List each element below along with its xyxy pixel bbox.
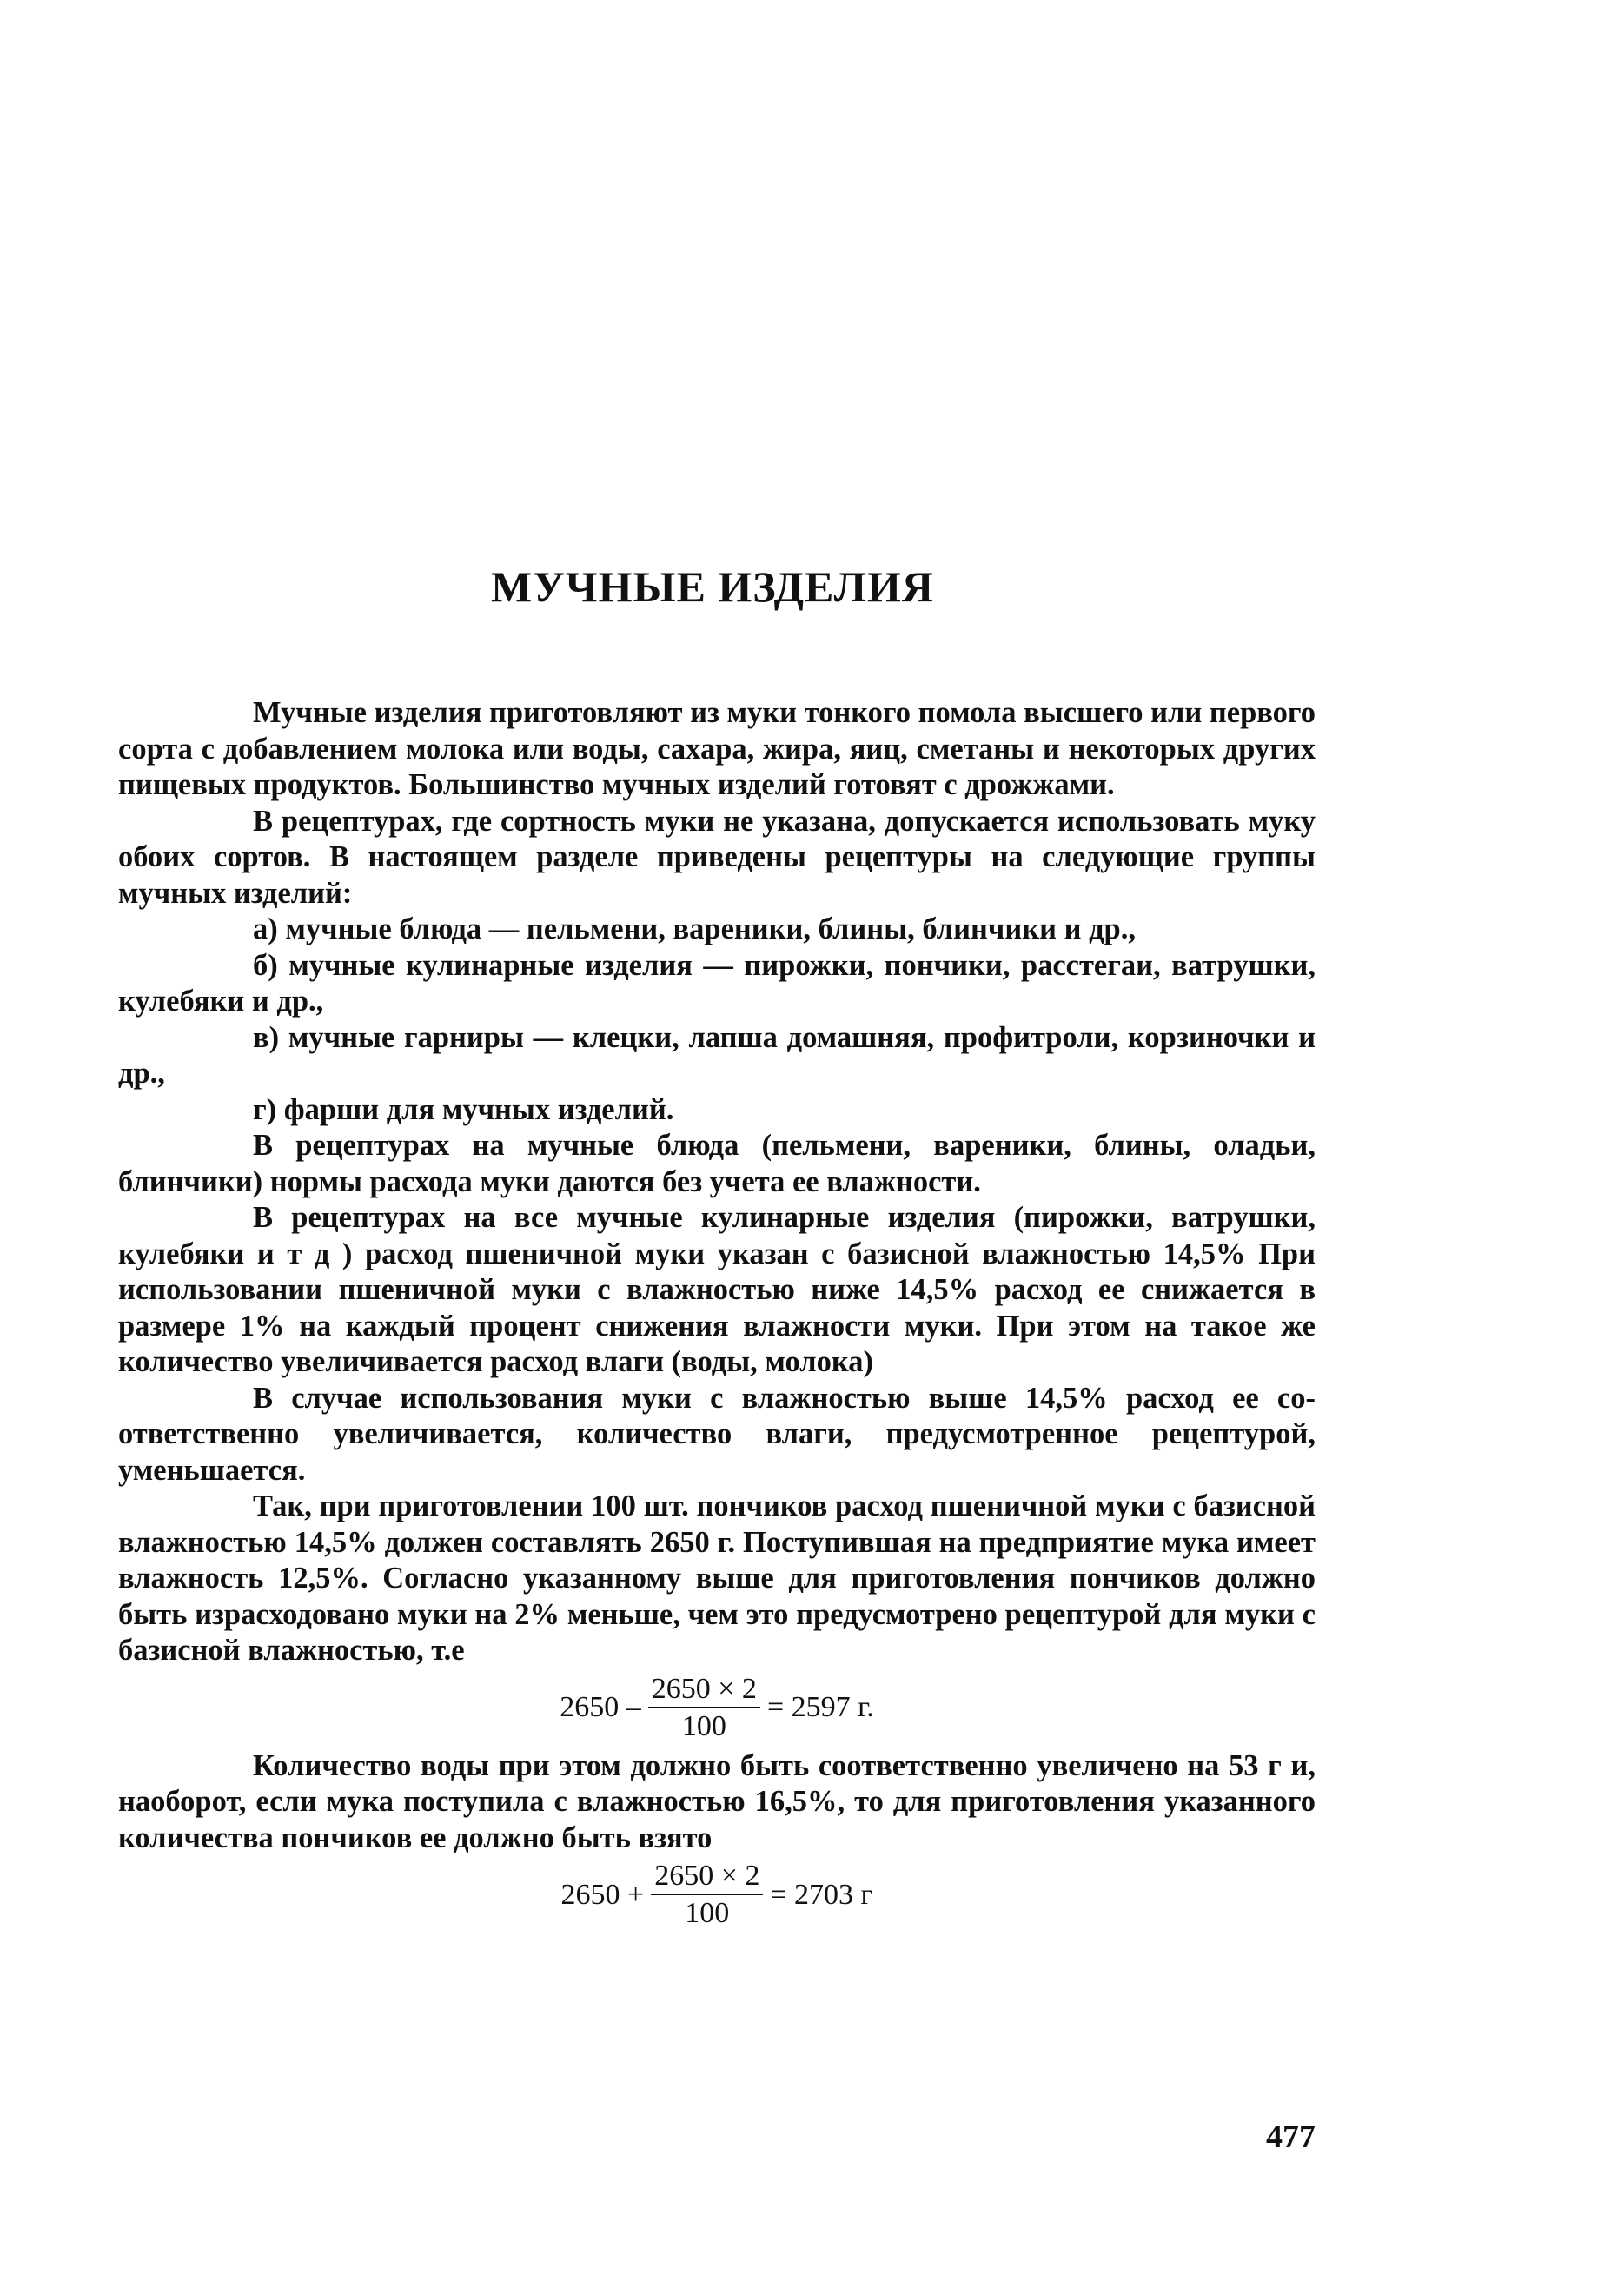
paragraph-water-amount: Количество воды при этом должно быть соответственно увеличено на 53 г и, наоборот, если мука поступила с влажностью 16,5%, то для приготовления указанного количества пончиков ее должно быть взято bbox=[118, 1748, 1316, 1854]
paragraph-humidity-high: В случае использования муки с влажностью выше 14,5% расход ее соответственно увеличивается, количество влаги, предусмотренное рецептурой, уменьшается. bbox=[118, 1381, 1316, 1487]
paragraph-example: Так, при приготовлении 100 шт. пончиков расход пшеничной муки с базисной влажностью 14,5% должен составлять 2650 г. Поступившая на предприятие мука имеет влажность 12,5%. Согласно указанному выше для приготовления пончиков должно быть израсходовано муки на 2% меньше, чем это предусмотрено рецептурой для муки с базисной влажностью, т.е bbox=[118, 1489, 1316, 1667]
formula-right: = 2703 г bbox=[770, 1878, 873, 1911]
formula-denominator: 100 bbox=[681, 1709, 726, 1742]
paragraph-humidity-low: В рецептурах на все мучные кулинарные изделия (пирожки, ватрушки, кулебяки и т д ) расход пшеничной муки указан с базисной влажностью 14,5% При использовании пшеничной муки с влажностью ниже 14,5% расход ее снижается в размере 1% на каждый процент снижения влажности муки. При этом на такое же количество увеличивается расход влаги (воды, молока) bbox=[118, 1201, 1316, 1378]
formula-fraction bbox=[648, 1672, 760, 1742]
formula-left: 2650 + bbox=[560, 1878, 645, 1911]
page-title: МУЧНЫЕ ИЗДЕЛИЯ bbox=[491, 562, 934, 611]
formula-numerator: 2650 × 2 bbox=[651, 1861, 763, 1895]
paragraph-flour-grades: В рецептурах, где сортность муки не указана, допускается использовать муку обоих сортов. В настоящем разделе приведены рецептуры на следующие группы мучных изделий: bbox=[118, 804, 1316, 910]
formula-fraction bbox=[651, 1861, 763, 1928]
formula-left: 2650 – bbox=[560, 1691, 641, 1723]
formula-right: = 2597 г. bbox=[766, 1691, 874, 1723]
formula-increased-flour bbox=[118, 1861, 1316, 1928]
paragraph-norms: В рецептурах на мучные блюда (пельмени, вареники, блины, оладьи, блинчики) нормы расхода муки даются без учета ее влажности. bbox=[118, 1129, 1316, 1198]
body-text bbox=[118, 695, 1316, 1935]
page-number: 477 bbox=[1266, 2119, 1316, 2155]
list-item-a: а) мучные блюда — пельмени, вареники, блины, блинчики и др., bbox=[253, 912, 1136, 945]
formula-numerator: 2650 × 2 bbox=[648, 1675, 760, 1708]
list-item-g: г) фарши для мучных изделий. bbox=[253, 1092, 674, 1126]
paragraph-intro: Мучные изделия приготовляют из муки тонкого помола высшего или первого сорта с добавлением молока или воды, сахара, жира, яиц, сметаны и некоторых других пищевых продуктов. Большинство мучных изделий готовят с дрожжами. bbox=[118, 696, 1316, 801]
list-item-b: б) мучные кулинарные изделия — пирожки, пончики, расстегаи, ватрушки, кулебяки и др., bbox=[118, 948, 1316, 1018]
formula-reduced-flour bbox=[118, 1672, 1316, 1742]
list-item-v: в) мучные гарниры — клецки, лапша домашняя, профитроли, корзиночки и др., bbox=[118, 1020, 1316, 1090]
formula-denominator: 100 bbox=[685, 1897, 730, 1929]
